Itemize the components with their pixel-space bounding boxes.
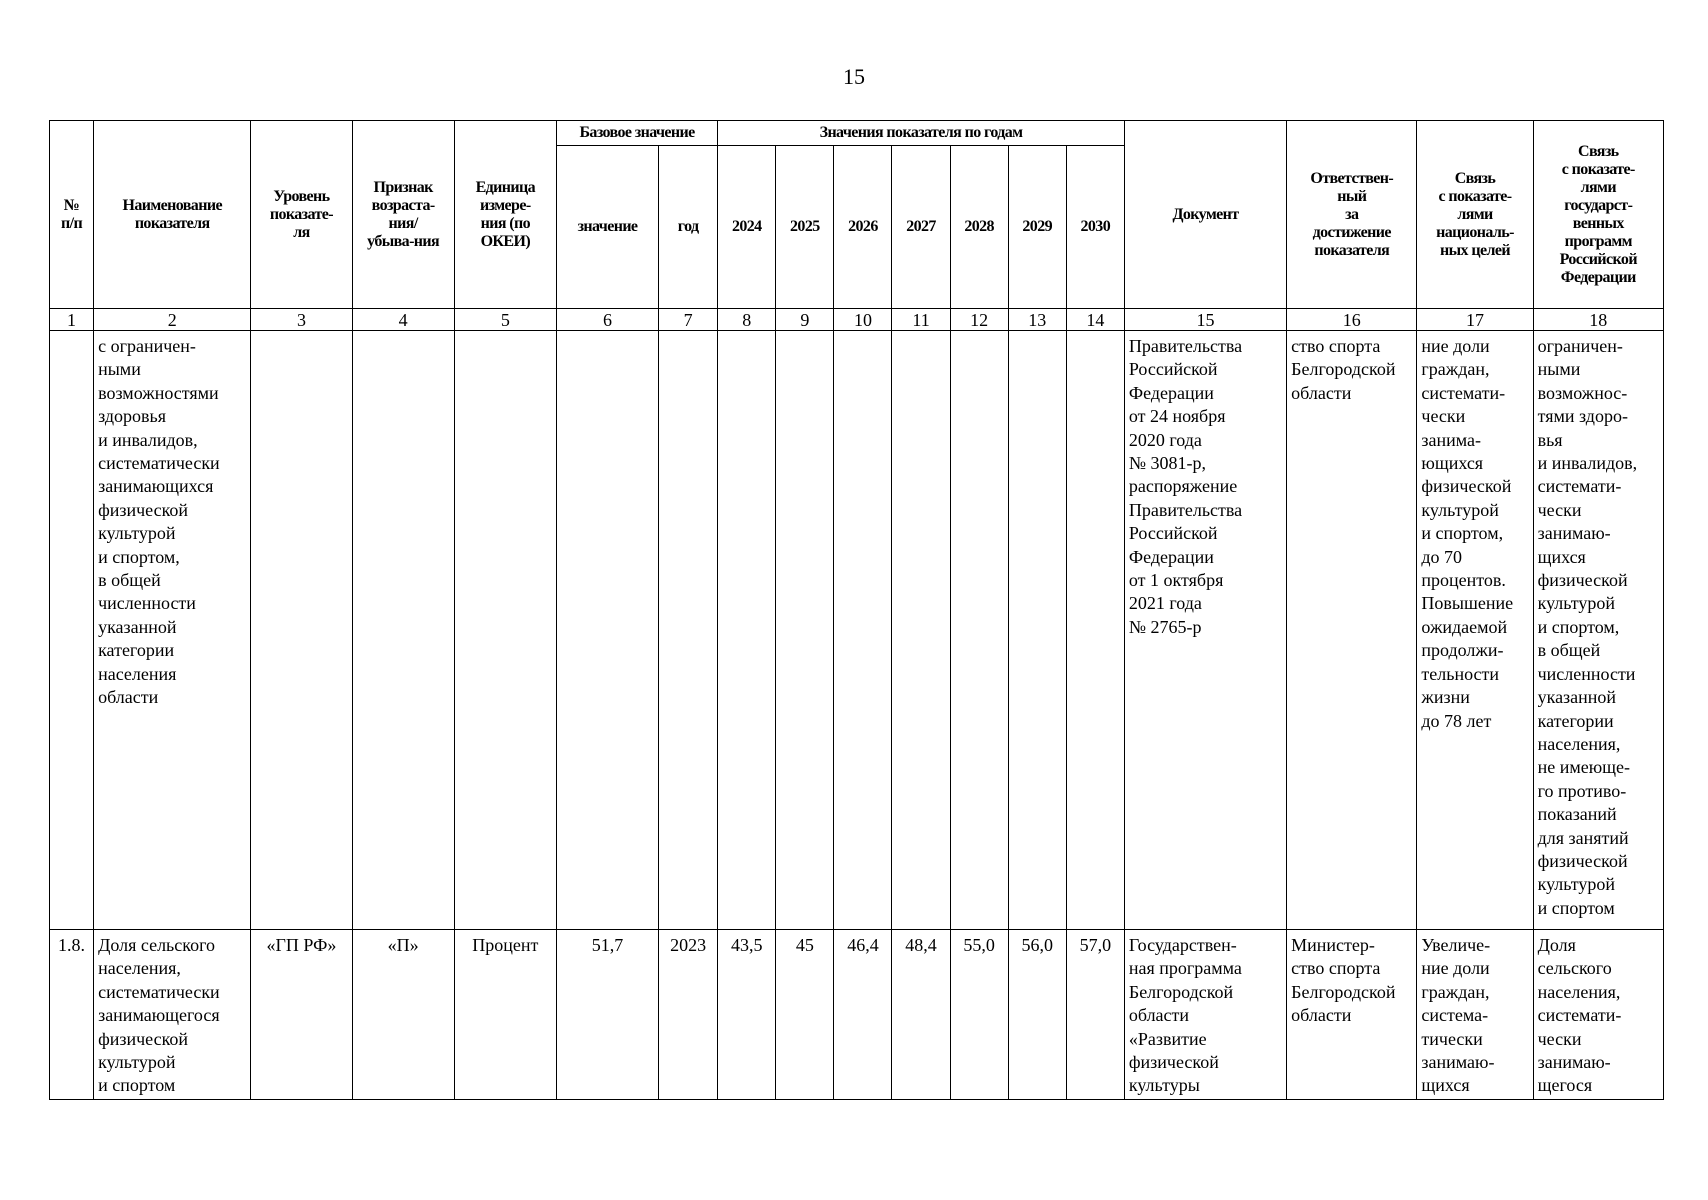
header-year: 2027 xyxy=(892,146,950,309)
header-number: № п/п xyxy=(50,121,94,309)
header-year: 2029 xyxy=(1008,146,1066,309)
column-number: 2 xyxy=(94,309,251,331)
empty-cell xyxy=(950,331,1008,930)
empty-cell xyxy=(892,331,950,930)
header-indicator-level: Уровень показате- ля xyxy=(251,121,352,309)
indicator-name: Доля сельского населения, систематически занимающегося физической культурой и спортом xyxy=(94,930,251,1100)
unit-cell: Процент xyxy=(454,930,556,1100)
header-year: 2024 xyxy=(718,146,776,309)
responsible-cell: ство спорта Белгородской области xyxy=(1287,331,1417,930)
row-number xyxy=(50,331,94,930)
column-number: 18 xyxy=(1533,309,1663,331)
column-number: 14 xyxy=(1066,309,1124,331)
empty-cell xyxy=(1008,331,1066,930)
year-value: 55,0 xyxy=(950,930,1008,1100)
state-programs-cell: ограничен- ными возможнос- тями здоро- вья и инвалидов, системати- чески занимаю- щихся физической культурой и спортом, в общей численности указанной категории населения, не имеюще- го противо- показаний для занятий физической культурой и спортом xyxy=(1533,331,1663,930)
base-year: 2023 xyxy=(659,930,718,1100)
year-value: 56,0 xyxy=(1008,930,1066,1100)
column-number: 15 xyxy=(1124,309,1286,331)
column-number: 11 xyxy=(892,309,950,331)
empty-cell xyxy=(659,331,718,930)
indicators-table xyxy=(49,120,1664,1100)
empty-cell xyxy=(251,331,352,930)
row-number: 1.8. xyxy=(50,930,94,1100)
table-row-continued xyxy=(50,331,1664,930)
document-cell: Правительства Российской Федерации от 24 ноября 2020 года № 3081-р, распоряжение Правительства Российской Федерации от 1 октября 2021 года № 2765-р xyxy=(1124,331,1286,930)
column-number: 16 xyxy=(1287,309,1417,331)
responsible-cell: Министер- ство спорта Белгородской области xyxy=(1287,930,1417,1100)
header-base-group: Базовое значение xyxy=(556,121,717,146)
column-number: 13 xyxy=(1008,309,1066,331)
year-value: 57,0 xyxy=(1066,930,1124,1100)
empty-cell xyxy=(776,331,834,930)
national-goals-cell: Увеличе- ние доли граждан, система- тически занимаю- щихся xyxy=(1417,930,1533,1100)
empty-cell xyxy=(834,331,892,930)
year-value: 45 xyxy=(776,930,834,1100)
growth-sign: «П» xyxy=(352,930,454,1100)
column-number: 17 xyxy=(1417,309,1533,331)
empty-cell xyxy=(718,331,776,930)
column-number: 9 xyxy=(776,309,834,331)
column-number: 4 xyxy=(352,309,454,331)
header-state-programs: Связь с показате- лями государст- венных программ Российской Федерации xyxy=(1533,121,1663,309)
year-value: 43,5 xyxy=(718,930,776,1100)
column-number: 1 xyxy=(50,309,94,331)
header-unit: Единица измере- ния (по ОКЕИ) xyxy=(454,121,556,309)
column-number: 3 xyxy=(251,309,352,331)
base-value: 51,7 xyxy=(556,930,658,1100)
indicator-level: «ГП РФ» xyxy=(251,930,352,1100)
empty-cell xyxy=(352,331,454,930)
header-year: 2030 xyxy=(1066,146,1124,309)
table-row-1-8 xyxy=(50,930,1664,1100)
column-number: 6 xyxy=(556,309,658,331)
year-value: 48,4 xyxy=(892,930,950,1100)
document-cell: Государствен- ная программа Белгородской области «Развитие физической культуры xyxy=(1124,930,1286,1100)
header-base-value: значение xyxy=(556,146,658,309)
header-indicator-name: Наименование показателя xyxy=(94,121,251,309)
column-number: 7 xyxy=(659,309,718,331)
header-base-year: год xyxy=(659,146,718,309)
header-responsible: Ответствен- ный за достижение показателя xyxy=(1287,121,1417,309)
empty-cell xyxy=(556,331,658,930)
header-growth-sign: Признак возраста- ния/ убыва-ния xyxy=(352,121,454,309)
page-number: 15 xyxy=(843,64,865,89)
column-number: 5 xyxy=(454,309,556,331)
empty-cell xyxy=(1066,331,1124,930)
header-year: 2028 xyxy=(950,146,1008,309)
year-value: 46,4 xyxy=(834,930,892,1100)
column-number: 12 xyxy=(950,309,1008,331)
header-year: 2025 xyxy=(776,146,834,309)
column-number: 10 xyxy=(834,309,892,331)
indicator-name: с ограничен- ными возможностями здоровья и инвалидов, систематически занимающихся физической культурой и спортом, в общей численности указанной категории населения области xyxy=(94,331,251,930)
empty-cell xyxy=(454,331,556,930)
header-year: 2026 xyxy=(834,146,892,309)
header-years-group: Значения показателя по годам xyxy=(718,121,1125,146)
state-programs-cell: Доля сельского населения, системати- чески занимаю- щегося xyxy=(1533,930,1663,1100)
column-number: 8 xyxy=(718,309,776,331)
header-document: Документ xyxy=(1124,121,1286,309)
header-national-goals: Связь с показате- лями националь- ных целей xyxy=(1417,121,1533,309)
national-goals-cell: ние доли граждан, системати- чески занима- ющихся физической культурой и спортом, до 70 процентов. Повышение ожидаемой продолжи- тельности жизни до 78 лет xyxy=(1417,331,1533,930)
